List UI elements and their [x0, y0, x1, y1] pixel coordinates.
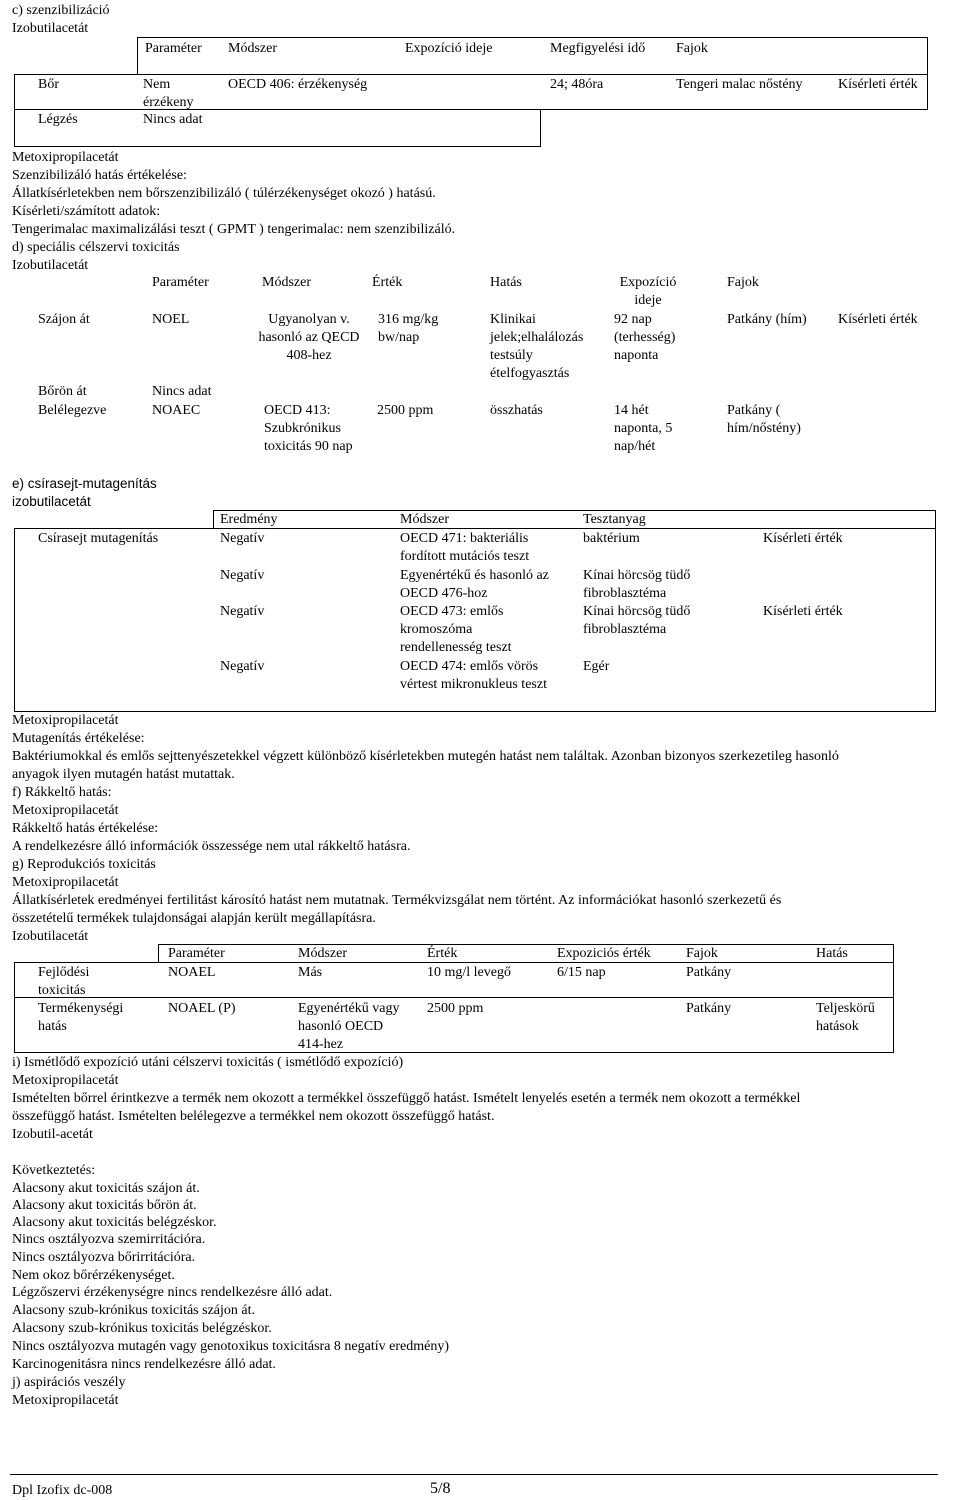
row-observation: 24; 48óra — [550, 77, 604, 92]
row-species: Tengeri malac nőstény — [676, 77, 803, 92]
header-observation: Megfigyelési idő — [550, 41, 646, 56]
text-line: összetételű termékek tulajdonságai alapján került megállapításra. — [12, 911, 376, 926]
text-line: Tengerimalac maximalizálási teszt ( GPMT ) tengerimalac: nem szenzibilizáló. — [12, 222, 456, 237]
header-species: Fajok — [727, 275, 759, 290]
header-value: Érték — [372, 275, 403, 290]
conclusion-line: Metoxipropilacetát — [12, 1393, 119, 1408]
conclusion-heading: Következtetés: — [12, 1163, 96, 1178]
row-method: Egyenértékű vagy hasonló OECD 414-hez — [298, 1001, 400, 1052]
conclusion-line: Karcinogenitásra nincs rendelkezésre álló adat. — [12, 1357, 276, 1372]
section-e-heading: e) csírasejt-mutagenítás — [12, 476, 157, 491]
row-route: Bőrön át — [38, 384, 87, 399]
section-c-heading: c) szenzibilizáció — [12, 3, 110, 18]
row-material: Egér — [583, 659, 610, 674]
header-exposure: Expoziciós érték — [557, 946, 651, 961]
row-effect: Klinikai jelek;elhalálozás testsúly ételfogyasztás — [490, 312, 584, 381]
row-value: 10 mg/l levegő — [427, 965, 511, 980]
conclusion-line: Alacsony akut toxicitás bőrön át. — [12, 1198, 197, 1213]
text-line: f) Rákkeltő hatás: — [12, 785, 112, 800]
row-param: NOAEL — [168, 965, 216, 980]
text-line: Izobutilacetát — [12, 929, 89, 944]
row-method: Más — [298, 965, 323, 980]
row-param: NOAEL (P) — [168, 1001, 236, 1016]
text-line: i) Ismétlődő expozíció utáni célszervi toxicitás ( ismétlődő expozíció) — [12, 1055, 404, 1070]
row-route: Szájon át — [38, 312, 90, 327]
row-result: Negatív — [220, 531, 265, 546]
conclusion-line: Alacsony akut toxicitás szájon át. — [12, 1181, 200, 1196]
row-material: baktérium — [583, 531, 640, 546]
row-route: Légzés — [38, 112, 78, 127]
conclusion-line: Légzőszervi érzékenységre nincs rendelkezésre álló adat. — [12, 1285, 333, 1300]
row-species: Patkány — [686, 965, 732, 980]
conclusion-line: j) aspirációs veszély — [12, 1375, 126, 1390]
header-method: Módszer — [298, 946, 347, 961]
header-parameter: Paraméter — [152, 275, 209, 290]
table-header-row — [158, 944, 894, 963]
row-route: Bőr — [38, 77, 59, 92]
header-species: Fajok — [686, 946, 718, 961]
row-value: 2500 ppm — [427, 1001, 484, 1016]
row-material: Kínai hörcsög tüdő fibroblasztéma — [583, 568, 691, 601]
row-value: 2500 ppm — [377, 403, 434, 418]
row-note: Kísérleti érték — [763, 531, 843, 546]
row-method: OECD 473: emlős kromoszóma rendellenesség teszt — [400, 604, 512, 655]
conclusion-line: Nincs osztályozva bőrirritációra. — [12, 1250, 196, 1265]
text-line: A rendelkezésre álló információk összessége nem utal rákkeltő hatásra. — [12, 839, 411, 854]
row-route: Belélegezve — [38, 403, 107, 418]
text-line: Metoxipropilacetát — [12, 1073, 119, 1088]
row-label: Fejlődési toxicitás — [38, 965, 90, 998]
text-line: Metoxipropilacetát — [12, 713, 119, 728]
text-line: Állatkísérletekben nem bőrszenzibilizáló ( túlérzékenységet okozó ) hatású. — [12, 186, 436, 201]
row-effect: összhatás — [490, 403, 543, 418]
text-line: Baktériumokkal és emlős sejttenyészetekkel végzett különböző kísérletekben mutegén hatást nem találtak. Azonban bizonyos szerkezetileg hasonló — [12, 749, 839, 764]
row-method: OECD 406: érzékenység — [228, 77, 368, 92]
row-param: Nincs adat — [143, 112, 203, 127]
row-result: Negatív — [220, 604, 265, 619]
row-method: OECD 413: Szubkrónikus toxicitás 90 nap — [264, 403, 353, 454]
text-line: g) Reprodukciós toxicitás — [12, 857, 156, 872]
text-line: Állatkísérletek eredményei fertilitást károsító hatást nem mutatnak. Termékvizsgálat nem történt. Az információkat hasonló szerkezetű és — [12, 893, 782, 908]
header-parameter: Paraméter — [168, 946, 225, 961]
header-parameter: Paraméter — [145, 41, 202, 56]
row-species: Patkány ( hím/nőstény) — [727, 403, 801, 436]
row-value: 316 mg/kg bw/nap — [378, 312, 439, 345]
text-line: Metoxipropilacetát — [12, 150, 119, 165]
row-material: Kínai hörcsög tüdő fibroblasztéma — [583, 604, 691, 637]
row-result: Negatív — [220, 568, 265, 583]
row-exposure: 92 nap (terhesség) naponta — [614, 312, 676, 363]
row-species: Patkány (hím) — [727, 312, 807, 327]
text-line: Kísérleti/számított adatok: — [12, 204, 161, 219]
header-exposure: Expozíció ideje — [405, 41, 493, 56]
row-param: Nem érzékeny — [143, 77, 194, 110]
substance-label: Izobutilacetát — [12, 258, 89, 273]
text-line: Metoxipropilacetát — [12, 803, 119, 818]
row-effect: Teljeskörű hatások — [816, 1001, 875, 1034]
footer-doc-id: Dpl Izofix dc-008 — [12, 1483, 113, 1498]
row-note: Kísérleti érték — [838, 77, 918, 92]
text-line: Mutagenítás értékelése: — [12, 731, 145, 746]
header-method: Módszer — [228, 41, 277, 56]
text-line: Metoxipropilacetát — [12, 875, 119, 890]
row-method: OECD 474: emlős vörös vértest mikronukleus teszt — [400, 659, 547, 692]
conclusion-line: Nincs osztályozva szemirritációra. — [12, 1232, 206, 1247]
section-d-heading: d) speciális célszervi toxicitás — [12, 240, 180, 255]
text-line: Izobutil-acetát — [12, 1127, 93, 1142]
header-effect: Hatás — [490, 275, 522, 290]
substance-label: izobutilacetát — [12, 494, 91, 509]
header-effect: Hatás — [816, 946, 848, 961]
conclusion-line: Alacsony szub-krónikus toxicitás belégzéskor. — [12, 1321, 272, 1336]
header-result: Eredmény — [220, 512, 278, 527]
row-note: Kísérleti érték — [763, 604, 843, 619]
row-exposure: 6/15 nap — [557, 965, 606, 980]
conclusion-line: Alacsony szub-krónikus toxicitás szájon át. — [12, 1303, 256, 1318]
header-species: Fajok — [676, 41, 708, 56]
substance-label: Izobutilacetát — [12, 21, 89, 36]
page-number: 5/8 — [430, 1480, 451, 1497]
footer-divider — [10, 1474, 938, 1475]
row-label: Termékenységi hatás — [38, 1001, 124, 1034]
text-line: összefüggő hatást. Ismételten belélegezve a termékkel nem okozott összefüggő hatást. — [12, 1109, 495, 1124]
row-exposure: 14 hét naponta, 5 nap/hét — [614, 403, 673, 454]
row-param: NOEL — [152, 312, 190, 327]
header-exposure: Expozíció ideje — [619, 275, 677, 308]
conclusion-line: Nem okoz bőrérzékenységet. — [12, 1268, 175, 1283]
row-species: Patkány — [686, 1001, 732, 1016]
row-label: Csírasejt mutagenítás — [38, 531, 159, 546]
header-value: Érték — [427, 946, 458, 961]
conclusion-line: Alacsony akut toxicitás belégzéskor. — [12, 1215, 217, 1230]
text-line: Szenzibilizáló hatás értékelése: — [12, 168, 187, 183]
text-line: Ismételten bőrrel érintkezve a termék nem okozott a termékkel összefüggő hatást. Ismételt lenyelés esetén a termék nem okozott a termékkel — [12, 1091, 801, 1106]
text-line: anyagok ilyen mutagén hatást mutattak. — [12, 767, 235, 782]
header-method: Módszer — [400, 512, 449, 527]
row-param: NOAEC — [152, 403, 201, 418]
text-line: Rákkeltő hatás értékelése: — [12, 821, 159, 836]
row-method: Ugyanolyan v. hasonló az QECD 408-hez — [258, 312, 360, 363]
row-param: Nincs adat — [152, 384, 212, 399]
header-material: Tesztanyag — [583, 512, 646, 527]
table-header-row — [213, 510, 936, 529]
row-result: Negatív — [220, 659, 265, 674]
row-method: Egyenértékű és hasonló az OECD 476-hoz — [400, 568, 549, 601]
row-method: OECD 471: bakteriális fordított mutációs teszt — [400, 531, 530, 564]
table-row — [14, 109, 541, 147]
conclusion-line: Nincs osztályozva mutagén vagy genotoxikus toxicitásra 8 negatív eredmény) — [12, 1339, 449, 1354]
header-method: Módszer — [262, 275, 311, 290]
row-note: Kísérleti érték — [838, 312, 918, 327]
